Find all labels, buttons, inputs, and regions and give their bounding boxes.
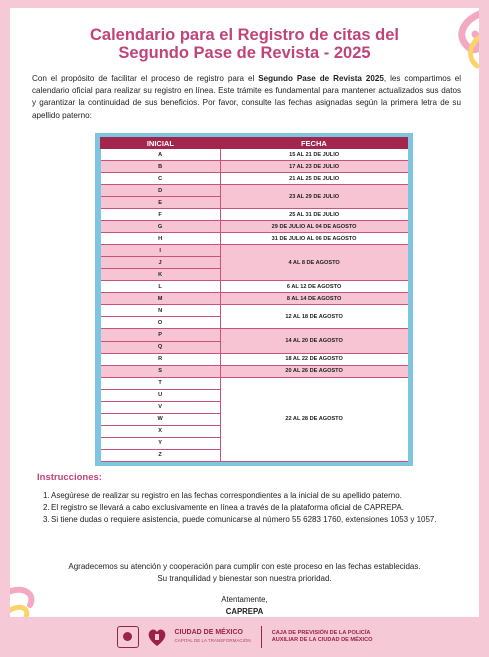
caprepa-logo-text <box>272 630 373 645</box>
fecha-cell: 21 AL 25 DE JULIO <box>220 173 407 185</box>
inicial-cell: F <box>101 209 221 221</box>
table-row <box>101 305 408 317</box>
cdmx-logo-text <box>175 629 251 645</box>
fecha-cell: 22 AL 28 DE AGOSTO <box>220 377 407 461</box>
inicial-cell: B <box>101 161 221 173</box>
instruction-number: 3. <box>43 515 50 524</box>
inicial-cell: I <box>101 245 221 257</box>
list-item <box>43 502 459 514</box>
table-row <box>101 221 408 233</box>
table-row <box>101 365 408 377</box>
document-page <box>10 8 479 617</box>
inicial-cell: D <box>101 185 221 197</box>
table-row <box>101 353 408 365</box>
signature-block <box>10 594 479 617</box>
inicial-cell: Q <box>101 341 221 353</box>
fecha-cell: 23 AL 29 DE JULIO <box>220 185 407 209</box>
title-line-1: Calendario para el Registro de citas del <box>89 26 400 44</box>
cdmx-heart-logo-icon <box>147 626 167 648</box>
inicial-cell: X <box>101 425 221 437</box>
fecha-cell: 6 AL 12 DE AGOSTO <box>220 281 407 293</box>
inicial-cell: Z <box>101 449 221 461</box>
table-row <box>101 209 408 221</box>
list-item <box>43 490 459 502</box>
schedule-table-frame <box>95 133 413 466</box>
fecha-cell: 25 AL 31 DE JULIO <box>220 209 407 221</box>
instruction-text: Asegúrese de realizar su registro en las fechas correspondientes a la inicial de su apellido paterno. <box>51 491 402 500</box>
table-row <box>101 281 408 293</box>
schedule-table-body <box>101 149 408 462</box>
page-title <box>10 26 479 62</box>
cdmx-line-2: CAPITAL DE LA TRANSFORMACIÓN <box>174 638 251 643</box>
thanks-line-1: Agradecemos su atención y cooperación para cumplir con este proceso en las fechas establecidas. <box>68 562 421 571</box>
inicial-cell: J <box>101 257 221 269</box>
thanks-message <box>10 561 479 585</box>
fecha-cell: 14 AL 20 DE AGOSTO <box>220 329 407 353</box>
instructions-list <box>43 490 459 526</box>
header-inicial: INICIAL <box>101 138 221 149</box>
table-row <box>101 245 408 257</box>
inicial-cell: S <box>101 365 221 377</box>
fecha-cell: 31 DE JULIO AL 06 DE AGOSTO <box>220 233 407 245</box>
table-row <box>101 161 408 173</box>
intro-paragraph <box>32 73 461 122</box>
list-item <box>43 514 459 526</box>
title-line-2: Segundo Pase de Revista - 2025 <box>118 44 371 62</box>
intro-bold-text: Segundo Pase de Revista 2025 <box>258 74 384 83</box>
table-row <box>101 329 408 341</box>
header-fecha: FECHA <box>220 138 407 149</box>
intro-text-1: Con el propósito de facilitar el proceso de registro para el <box>32 74 259 83</box>
fecha-cell: 15 AL 21 DE JULIO <box>220 149 407 161</box>
inicial-cell: N <box>101 305 221 317</box>
caprepa-line-1: CAJA DE PREVISIÓN DE LA POLICÍA <box>271 629 371 636</box>
inicial-cell: C <box>101 173 221 185</box>
instruction-number: 1. <box>43 491 50 500</box>
inicial-cell: M <box>101 293 221 305</box>
cdmx-line-1: CIUDAD DE MÉXICO <box>174 629 243 636</box>
footer-divider <box>261 626 262 648</box>
inicial-cell: U <box>101 389 221 401</box>
footer <box>0 617 489 657</box>
table-row <box>101 377 408 389</box>
table-row <box>101 173 408 185</box>
inicial-cell: O <box>101 317 221 329</box>
table-row <box>101 233 408 245</box>
intro-text-2: , les compartimos el calendario oficial para realizar su registro en línea. Este trámite es fundamental para mantener actualizados sus datos y garantizar la continuidad de sus beneficios. Por favor, consulte las fechas asignadas según la primera letra de su apellido paterno: <box>32 74 462 120</box>
fecha-cell: 29 DE JULIO AL 04 DE AGOSTO <box>220 221 407 233</box>
inicial-cell: K <box>101 269 221 281</box>
caprepa-line-2: AUXILIAR DE LA CIUDAD DE MÉXICO <box>271 637 373 643</box>
inicial-cell: W <box>101 413 221 425</box>
inicial-cell: T <box>101 377 221 389</box>
table-row <box>101 293 408 305</box>
inicial-cell: P <box>101 329 221 341</box>
inicial-cell: Y <box>101 437 221 449</box>
sign-line-1: Atentamente, <box>221 595 268 604</box>
instruction-text: Si tiene dudas o requiere asistencia, puede comunicarse al número 55 6283 1760, extensiones 1053 y 1057. <box>51 515 437 524</box>
instruction-number: 2. <box>43 503 50 512</box>
inicial-cell: V <box>101 401 221 413</box>
inicial-cell: R <box>101 353 221 365</box>
fecha-cell: 4 AL 8 DE AGOSTO <box>220 245 407 281</box>
inicial-cell: L <box>101 281 221 293</box>
inicial-cell: E <box>101 197 221 209</box>
table-row <box>101 185 408 197</box>
inicial-cell: H <box>101 233 221 245</box>
thanks-line-2: Su tranquilidad y bienestar son nuestra prioridad. <box>157 574 332 583</box>
fecha-cell: 8 AL 14 DE AGOSTO <box>220 293 407 305</box>
sign-line-2: CAPREPA <box>225 607 264 616</box>
fecha-cell: 20 AL 26 DE AGOSTO <box>220 365 407 377</box>
fecha-cell: 18 AL 22 DE AGOSTO <box>220 353 407 365</box>
inicial-cell: A <box>101 149 221 161</box>
instructions-title: Instrucciones: <box>37 472 102 483</box>
government-shield-icon <box>117 626 139 648</box>
fecha-cell: 17 AL 23 DE JULIO <box>220 161 407 173</box>
instruction-text: El registro se llevará a cabo exclusivamente en línea a través de la plataforma oficial de CAPREPA. <box>51 503 404 512</box>
fecha-cell: 12 AL 18 DE AGOSTO <box>220 305 407 329</box>
schedule-table <box>100 137 408 462</box>
inicial-cell: G <box>101 221 221 233</box>
table-row <box>101 149 408 161</box>
